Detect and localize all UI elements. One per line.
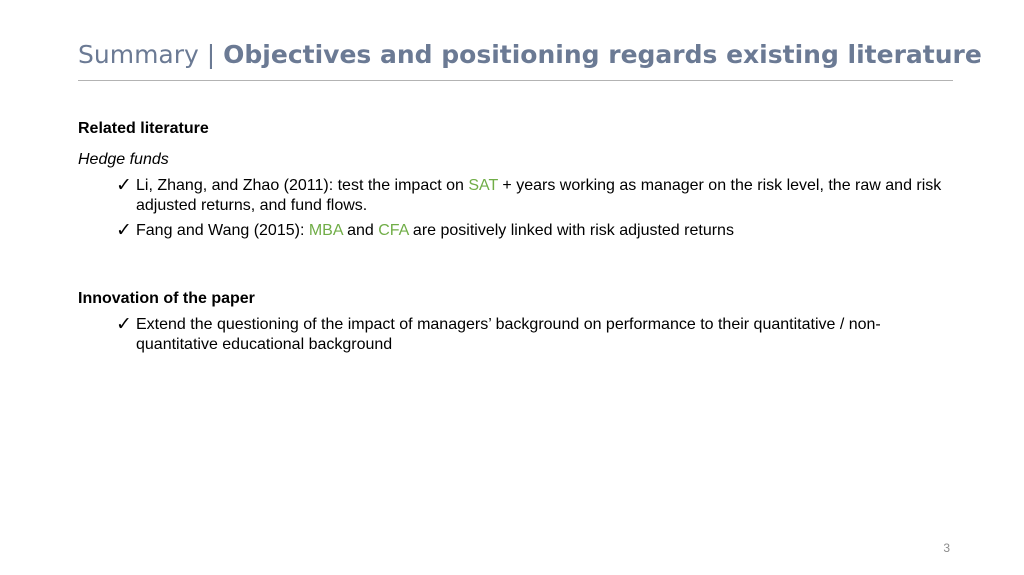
bullet-fang-wang xyxy=(78,221,953,241)
hedge-funds-subheading: Hedge funds xyxy=(78,151,169,168)
slide-content xyxy=(78,118,953,355)
page-number: 3 xyxy=(943,541,950,555)
bullet-innovation xyxy=(78,315,953,355)
bullet-text: Fang and Wang (2015): xyxy=(136,222,309,239)
bullet-text: + years working as manager on the risk level, the raw and risk adjusted returns, and fund flows. xyxy=(136,177,942,214)
check-icon: ✓ xyxy=(116,174,132,196)
bullet-text: Li, Zhang, and Zhao (2011): test the impact on xyxy=(136,177,469,194)
bullet-text: and xyxy=(342,222,379,239)
highlight-sat: SAT xyxy=(468,177,498,194)
title-prefix: Summary | xyxy=(78,40,224,69)
check-icon: ✓ xyxy=(116,219,132,241)
highlight-cfa: CFA xyxy=(378,222,409,239)
related-literature-heading: Related literature xyxy=(78,120,209,137)
highlight-mba: MBA xyxy=(308,222,343,239)
section-spacer xyxy=(78,241,953,288)
title-main: Objectives and positioning regards existing literature xyxy=(223,40,982,69)
check-icon: ✓ xyxy=(116,313,132,335)
innovation-heading: Innovation of the paper xyxy=(78,290,255,307)
slide-title xyxy=(78,38,982,72)
bullet-text: Extend the questioning of the impact of managers’ background on performance to their quantitative / non-quantitative educational background xyxy=(136,316,881,353)
bullet-li-zhang-zhao xyxy=(78,176,953,216)
bullet-text: are positively linked with risk adjusted returns xyxy=(408,222,734,239)
title-divider xyxy=(78,80,953,81)
